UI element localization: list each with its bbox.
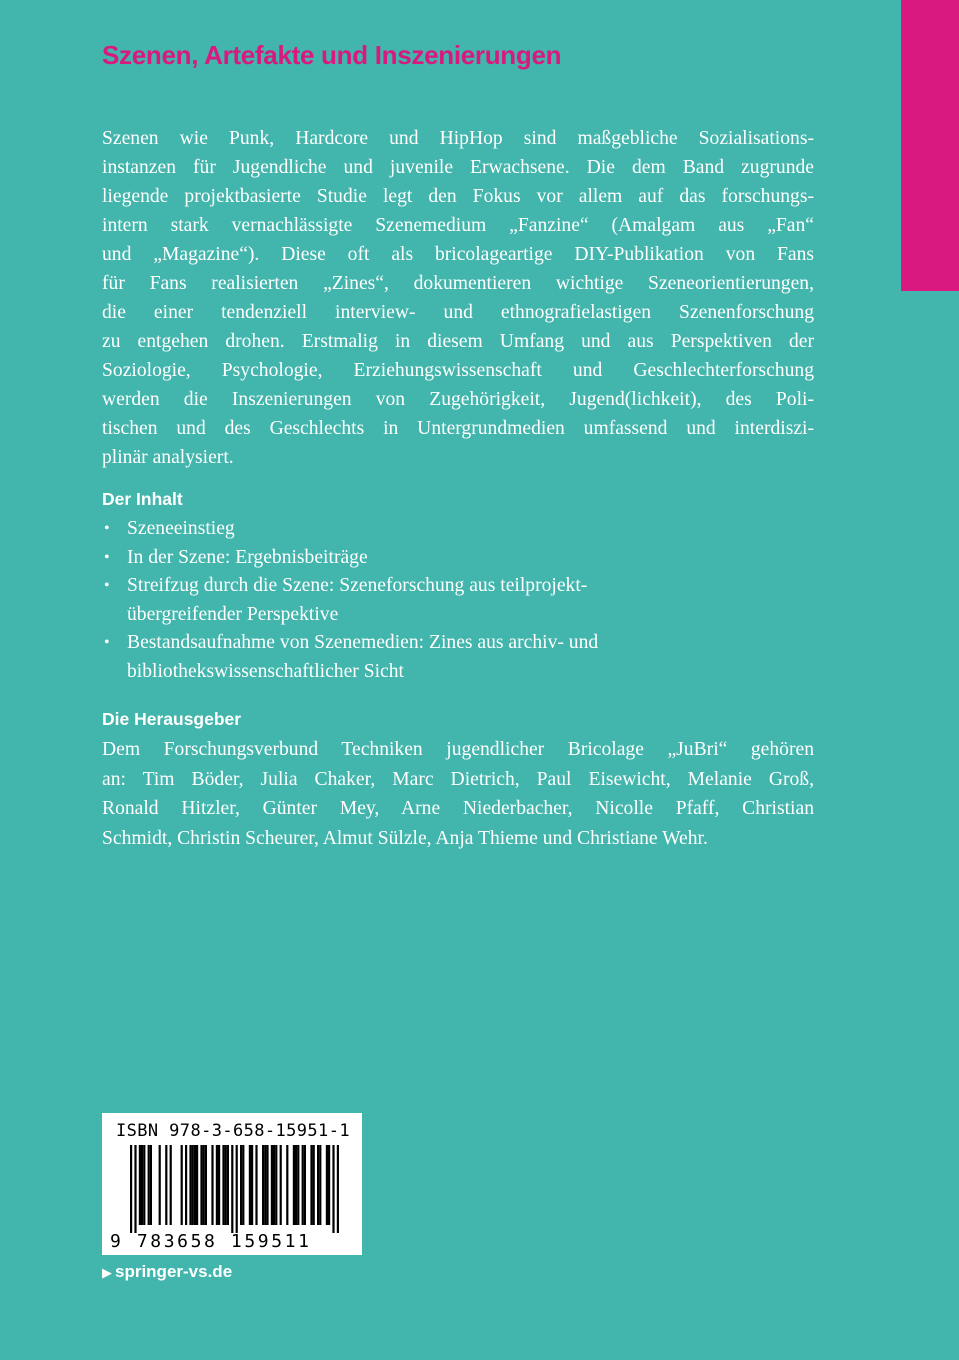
- barcode-bar: [295, 1145, 297, 1225]
- contents-item-line: In der Szene: Ergebnisbeiträge: [127, 546, 368, 568]
- barcode-bar: [170, 1145, 172, 1225]
- barcode-bar: [222, 1145, 224, 1225]
- barcode-bar: [159, 1145, 161, 1225]
- barcode-bar: [218, 1145, 220, 1225]
- barcode-bar: [231, 1145, 233, 1233]
- contents-list: [102, 515, 814, 686]
- barcode-bars: [108, 1145, 356, 1233]
- contents-item-line: Szeneeinstieg: [127, 518, 235, 539]
- barcode-bar: [134, 1145, 136, 1233]
- barcode-bar: [205, 1145, 207, 1225]
- bullet-icon: •: [104, 520, 110, 537]
- bullet-icon: •: [104, 577, 110, 594]
- barcode-bar: [293, 1145, 295, 1225]
- blurb-line: plinär analysiert.: [102, 447, 234, 468]
- blurb-line: für Fans realisierten „Zines“, dokumentieren wichtige Szeneorientierungen,: [102, 273, 814, 294]
- barcode-bar: [165, 1145, 167, 1225]
- contents-item-line: übergreifender Perspektive: [127, 603, 339, 625]
- barcode-bar: [275, 1145, 277, 1225]
- contents-item-line: Bestandsaufnahme von Szenemedien: Zines aus archiv- und: [127, 632, 599, 653]
- barcode-bar: [266, 1145, 268, 1225]
- blurb-line: die einer tendenziell interview- und ethnografielastigen Szenenforschung: [102, 302, 814, 323]
- barcode-bar: [240, 1145, 242, 1225]
- editors-text: [102, 735, 814, 853]
- contents-item-line: Streifzug durch die Szene: Szeneforschung aus teilprojekt-: [127, 575, 588, 596]
- contents-item: [102, 544, 814, 573]
- barcode-bar: [203, 1145, 205, 1225]
- blurb-line: Szenen wie Punk, Hardcore und HipHop sind maßgebliche Sozialisations-: [102, 128, 814, 149]
- barcode-bar: [271, 1145, 273, 1225]
- barcode-bar: [236, 1145, 238, 1233]
- bullet-icon: •: [104, 634, 110, 651]
- barcode-bar: [310, 1145, 312, 1225]
- barcode-bar: [227, 1145, 229, 1225]
- blurb-line: instanzen für Jugendliche und juvenile Erwachsene. Die dem Band zugrunde: [102, 157, 814, 178]
- contents-heading: Der Inhalt: [102, 489, 183, 509]
- contents-item-line: bibliothekswissenschaftlicher Sicht: [127, 660, 404, 682]
- play-arrow-icon: ▶: [102, 1265, 112, 1280]
- barcode-bar: [150, 1145, 152, 1225]
- blurb-line: werden die Inszenierungen von Zugehörigkeit, Jugend(lichkeit), des Poli-: [102, 389, 814, 410]
- barcode-bar: [317, 1145, 319, 1225]
- barcode-bar: [262, 1145, 264, 1225]
- barcode-bar: [242, 1145, 244, 1225]
- barcode-bar: [313, 1145, 315, 1225]
- blurb-text: [102, 124, 814, 472]
- editors-line: Dem Forschungsverbund Techniken jugendlicher Bricolage „JuBri“ gehören: [102, 739, 814, 760]
- isbn-label: ISBN 978-3-658-15951-1: [116, 1121, 350, 1141]
- barcode-bar: [143, 1145, 145, 1225]
- barcode-bar: [304, 1145, 306, 1225]
- barcode-bar: [216, 1145, 218, 1225]
- blurb-line: Soziologie, Psychologie, Erziehungswissenschaft und Geschlechterforschung: [102, 360, 814, 381]
- barcode-bar: [225, 1145, 227, 1225]
- editors-heading: Die Herausgeber: [102, 709, 242, 729]
- barcode-bar: [337, 1145, 339, 1233]
- blurb-line: intern stark vernachlässigte Szenemedium „Fanzine“ (Amalgam aus „Fan“: [102, 215, 814, 236]
- contents-item: [102, 515, 814, 544]
- ean-digits: 9 783658 159511: [110, 1231, 312, 1252]
- barcode-bar: [255, 1145, 257, 1225]
- publisher-website-link[interactable]: [102, 1262, 232, 1282]
- barcode-bar: [264, 1145, 266, 1225]
- blurb-line: und „Magazine“). Diese oft als bricolageartige DIY-Publikation von Fans: [102, 244, 814, 265]
- barcode-bar: [189, 1145, 191, 1225]
- contents-item: [102, 629, 814, 686]
- barcode-bar: [302, 1145, 304, 1225]
- barcode-bar: [297, 1145, 299, 1225]
- barcode-bar: [196, 1145, 198, 1225]
- contents-item: [102, 572, 814, 629]
- barcode-bar: [130, 1145, 132, 1233]
- barcode-bar: [249, 1145, 251, 1225]
- website-label: springer-vs.de: [115, 1262, 233, 1281]
- barcode-bar: [326, 1145, 328, 1225]
- editors-line: Ronald Hitzler, Günter Mey, Arne Niederbacher, Nicolle Pfaff, Christian: [102, 798, 814, 819]
- barcode-bar: [192, 1145, 194, 1225]
- barcode-bar: [328, 1145, 330, 1225]
- accent-tab: [901, 0, 959, 291]
- isbn-barcode: [102, 1113, 362, 1255]
- barcode-bar: [286, 1145, 288, 1225]
- editors-line: an: Tim Böder, Julia Chaker, Marc Dietrich, Paul Eisewicht, Melanie Groß,: [102, 768, 814, 790]
- blurb-line: zu entgehen drohen. Erstmalig in diesem Umfang und aus Perspektiven der: [102, 331, 814, 352]
- barcode-bar: [185, 1145, 187, 1225]
- barcode-bar: [280, 1145, 282, 1225]
- barcode-bar: [273, 1145, 275, 1225]
- barcode-bar: [141, 1145, 143, 1225]
- editors-line: Schmidt, Christin Scheurer, Almut Sülzle, Anja Thieme und Christiane Wehr.: [102, 827, 708, 849]
- barcode-bar: [319, 1145, 321, 1225]
- barcode-bar: [139, 1145, 141, 1225]
- barcode-bar: [181, 1145, 183, 1225]
- barcode-bar: [332, 1145, 334, 1233]
- blurb-line: liegende projektbasierte Studie legt den Fokus vor allem auf das forschungs-: [102, 186, 814, 207]
- bullet-icon: •: [104, 548, 110, 566]
- barcode-bar: [148, 1145, 150, 1225]
- barcode-bar: [194, 1145, 196, 1225]
- barcode-bar: [200, 1145, 202, 1225]
- blurb-line: tischen und des Geschlechts in Untergrundmedien umfassend und interdiszi-: [102, 418, 814, 439]
- book-title: Szenen, Artefakte und Inszenierungen: [102, 40, 562, 70]
- barcode-bar: [251, 1145, 253, 1225]
- barcode-bar: [211, 1145, 213, 1225]
